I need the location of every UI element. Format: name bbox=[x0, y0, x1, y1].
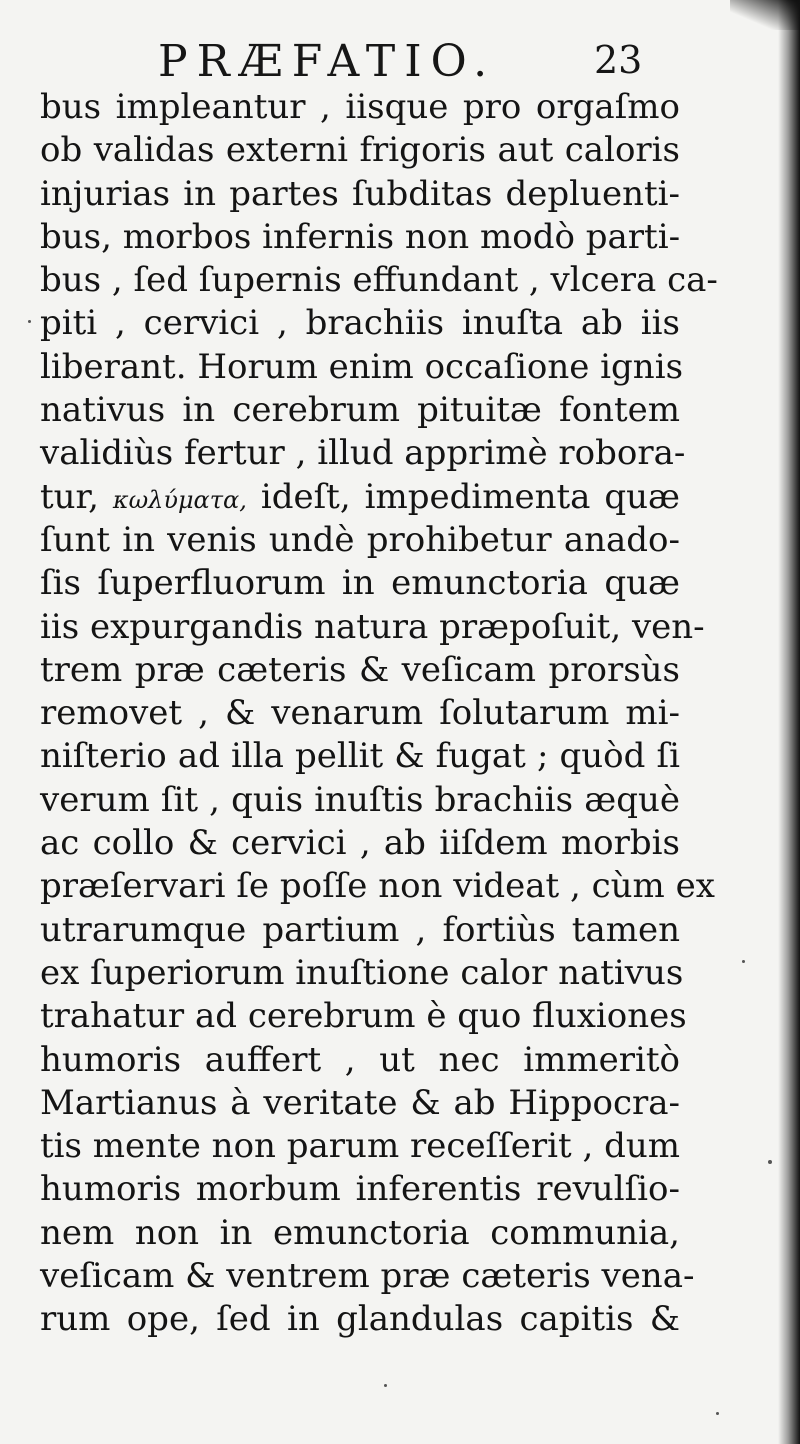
text-line: nativus in cerebrum pituitæ fontem bbox=[40, 390, 680, 431]
text-line: trem præ cæteris & veſicam prorsùs bbox=[40, 649, 680, 690]
text-line: ob validas externi frigoris aut caloris bbox=[40, 130, 680, 171]
text-line: tis mente non parum receſſerit , dum bbox=[40, 1126, 680, 1167]
scan-speck bbox=[768, 1160, 772, 1164]
scan-speck bbox=[384, 1384, 387, 1387]
text-line: præſervari ſe poſſe non videat , cùm ex bbox=[40, 866, 715, 907]
page-number: 23 bbox=[594, 38, 643, 82]
text-line: utrarumque partium , fortiùs tamen bbox=[40, 909, 680, 950]
text-line: ſis ſuperfluorum in emunctoria quæ bbox=[40, 563, 680, 604]
text-fragment: ideſt, impedimenta quæ bbox=[260, 476, 680, 517]
text-line: injurias in partes ſubditas depluenti- bbox=[40, 173, 680, 214]
text-line: bus, morbos infernis non modò parti- bbox=[40, 216, 681, 257]
text-line: Martianus à veritate & ab Hippocra- bbox=[40, 1082, 680, 1123]
running-head: PRÆFATIO. bbox=[158, 36, 497, 87]
text-line: nem non in emunctoria communia, bbox=[40, 1212, 680, 1253]
scan-speck bbox=[742, 960, 745, 963]
text-line: ac collo & cervici , ab iiſdem morbis bbox=[40, 823, 680, 864]
text-line: humoris auffert , ut nec immeritò bbox=[40, 1039, 680, 1080]
text-line: ex ſuperiorum inuſtione calor nativus bbox=[40, 952, 684, 993]
text-line: validiùs fertur , illud apprimè robora- bbox=[40, 433, 686, 474]
scan-edge-shadow bbox=[778, 0, 800, 1444]
text-fragment: tur, bbox=[40, 476, 99, 517]
scan-speck bbox=[716, 1412, 719, 1415]
text-line-with-greek bbox=[40, 476, 680, 519]
text-line: ſunt in venis undè prohibetur anado- bbox=[40, 519, 680, 560]
text-line: humoris morbum inferentis revulſio- bbox=[40, 1169, 680, 1210]
text-line: bus , ſed ſupernis effundant , vlcera ca- bbox=[40, 260, 718, 301]
text-line: bus impleantur , iisque pro orgaſmo bbox=[40, 87, 680, 127]
text-line: verum ſit , quis inuſtis brachiis æquè bbox=[40, 779, 680, 820]
text-line: iis expurgandis natura præpoſuit, ven- bbox=[40, 606, 705, 647]
text-line: piti , cervici , brachiis inuſta ab iis bbox=[40, 303, 680, 344]
text-line: liberant. Horum enim occaſione ignis bbox=[40, 346, 684, 387]
text-line: trahatur ad cerebrum è quo fluxiones bbox=[40, 996, 687, 1037]
text-line: removet , & venarum ſolutarum mi- bbox=[40, 693, 680, 734]
text-line: rum ope, ſed in glandulas capitis & bbox=[40, 1299, 680, 1340]
greek-word: κωλύματα, bbox=[112, 485, 247, 514]
text-line: niſterio ad illa pellit & fugat ; quòd ſi bbox=[40, 736, 680, 777]
scan-speck bbox=[28, 320, 31, 323]
text-line: veſicam & ventrem præ cæteris vena- bbox=[40, 1256, 695, 1297]
body-text bbox=[40, 86, 718, 1342]
